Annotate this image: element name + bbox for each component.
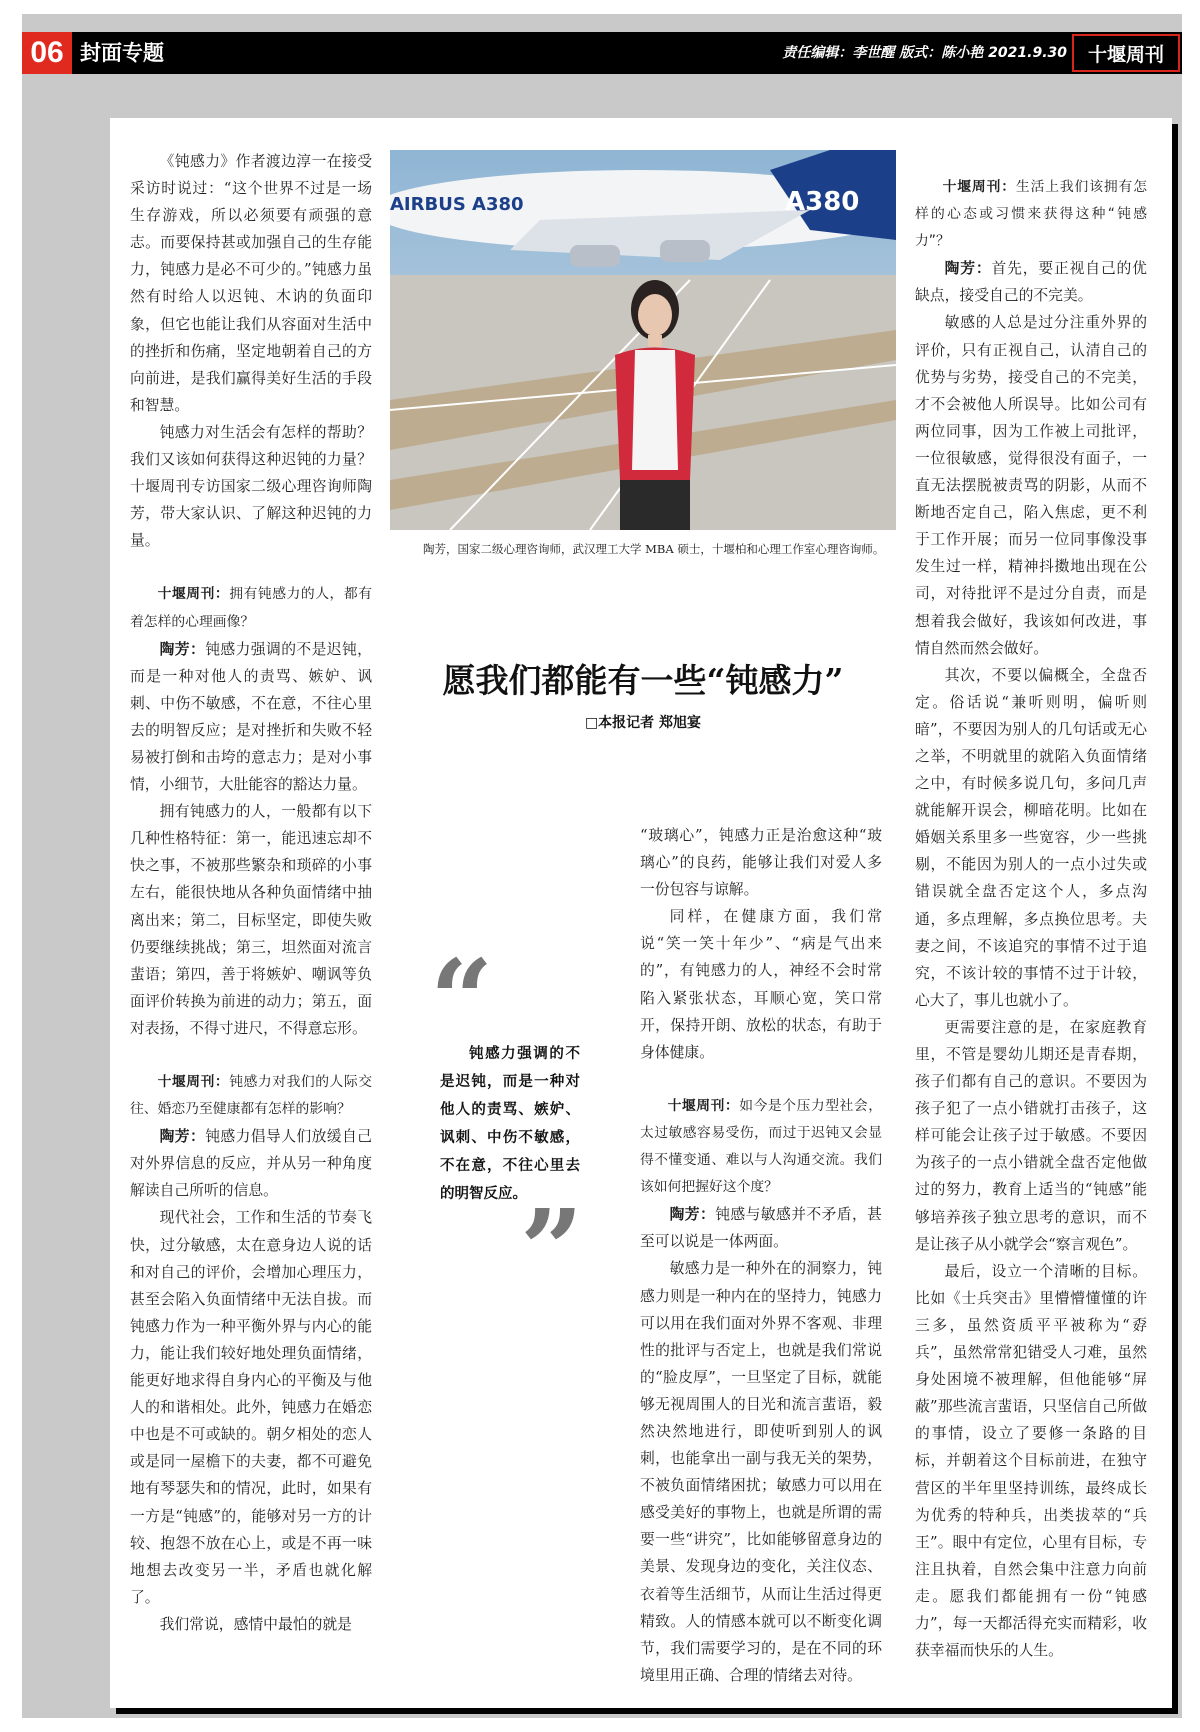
paragraph: 敏感力是一种外在的洞察力，钝感力则是一种内在的坚持力，钝感力可以用在我们面对外界不客观、非理性的批评与否定上，也就是我们常说的“脸皮厚”，一旦坚定了目标，就能够无视周围人的目光和流言蜚语，毅然决然地进行，即使听到别人的讽刺，也能拿出一副与我无关的架势，不被负面情绪困扰；敏感力可以用在感受美好的事物上，也就是所谓的需要一些“讲究”，比如能够留意身边的美景、发现身边的变化，关注仪态、衣着等生活细节，从而让生活过得更精致。人的情感本就可以不断变化调节，我们需要学习的，是在不同的环境里用正确、合理的情绪去对待。 xyxy=(640,1260,882,1684)
speaker-label: 十堰周刊： xyxy=(667,1097,740,1114)
speaker-label: 十堰周刊： xyxy=(157,586,230,603)
interview-text: 钝感力对我们的人际交往、婚恋乃至健康都有怎样的影响？ xyxy=(130,1074,373,1118)
section-title: 封面专题 xyxy=(80,41,164,65)
paragraph: 我们常说，感情中最怕的就是 xyxy=(159,1615,352,1633)
interview-text: 拥有钝感力的人，都有着怎样的心理画像？ xyxy=(130,586,373,630)
interview-answer xyxy=(130,636,372,799)
open-quote-icon: “ xyxy=(430,935,494,1064)
speaker-label: 十堰周刊： xyxy=(942,179,1016,195)
paragraph: 最后，设立一个清晰的目标。比如《士兵突击》里懵懵懂懂的许三多，虽然资质平平被称为“孬兵”，虽然常常犯错受人刁难，虽然身处困境不被理解，但他能够“屏蔽”那些流言蜚语，只坚信自己所做的事情，设立了要修一条路的目标，并朝着这个目标前进，在独守营区的半年里坚持训练，最终成长为优秀的特种兵，出类拔萃的“兵王”。眼中有定位，心里有目标，专注且执着，自然会集中注意力向前走。愿我们都能拥有一份“钝感力”，每一天都活得充实而精彩，收获幸福而快乐的人生。 xyxy=(915,1262,1147,1660)
interview-answer xyxy=(640,1201,882,1255)
speaker-label: 陶芳： xyxy=(944,260,992,278)
paragraph: 现代社会，工作和生活的节奏飞快，过分敏感，太在意身边人说的话和对自己的评价，会增加心理压力，甚至会陷入负面情绪中无法自拔。而钝感力作为一种平衡外界与内心的能力，能让我们较好地处理负面情绪，能更好地求得自身内心的平衡及与他人的和谐相处。此外，钝感力在婚恋中也是不可或缺的。朝夕相处的恋人或是同一屋檐下的夫妻，都不可避免地有琴瑟失和的情况，此时，如果有一方是“钝感”的，能够对另一方的计较、抱怨不放在心上，或是不再一味地想去改变另一半，矛盾也就化解了。 xyxy=(130,1209,372,1606)
airport-photo xyxy=(390,150,896,530)
paragraph: 其次，不要以偏概全，全盘否定。俗话说“兼听则明，偏听则暗”，不要因为别人的几句话或无心之举，不明就里的就陷入负面情绪之中，有时候多说几句，多问几声就能解开误会，柳暗花明。比如在婚姻关系里多一些宽容，少一些挑剔，不能因为别人的一点小过失或错误就全盘否定这个人，多点沟通，多点理解，多点换位思考。夫妻之间，不该追究的事情不过于追究，不该计较的事情不过于计较，心大了，事儿也就小了。 xyxy=(915,666,1147,1009)
paragraph: 更需要注意的是，在家庭教育里，不管是婴幼儿期还是青春期，孩子们都有自己的意识。不要因为孩子犯了一点小错就打击孩子，这样可能会让孩子过于敏感。不要因为孩子的一点小错就全盘否定他做过的努力，教育上适当的“钝感”能够培养孩子独立思考的意识，而不是让孩子从小就学会“察言观色”。 xyxy=(915,1018,1147,1253)
close-quote-icon: ” xyxy=(520,1185,584,1314)
byline: □本报记者 郑旭宴 xyxy=(584,715,702,731)
photo xyxy=(390,150,896,530)
speaker-label: 十堰周刊： xyxy=(157,1074,230,1090)
article-column-1 xyxy=(130,148,372,1638)
interview-text: 首先，要正视自己的优缺点，接受自己的不完美。 xyxy=(915,260,1147,305)
article-column-3 xyxy=(915,174,1147,1664)
interview-question xyxy=(130,1069,372,1123)
interview-answer xyxy=(915,255,1147,309)
speaker-label: 陶芳： xyxy=(159,640,206,658)
tail-text: A380 xyxy=(785,187,860,217)
interview-text: 钝感力强调的不是迟钝，而是一种对他人的责骂、嫉妒、讽刺、中伤不敏感，不在意，不往心里去的明智反应；是对挫折和失败不轻易被打倒和击垮的意志力；是对小事情，小细节，大肚能容的豁达力量。 xyxy=(130,640,372,794)
paragraph: 同样，在健康方面，我们常说“笑一笑十年少”、“病是气出来的”，有钝感力的人，神经不会时常陷入紧张状态，耳顺心宽，笑口常开，保持开朗、放松的状态，有助于身体健康。 xyxy=(640,908,882,1061)
speaker-label: 陶芳： xyxy=(669,1206,716,1224)
speaker-label: 陶芳： xyxy=(159,1128,206,1146)
plane-brand: AIRBUS A380 xyxy=(390,194,524,215)
interview-question xyxy=(915,174,1147,255)
interview-text: 生活上我们该拥有怎样的心态或习惯来获得这种“钝感力”？ xyxy=(915,179,1148,250)
paragraph: 钝感力对生活会有怎样的帮助？我们又该如何获得这种迟钝的力量？十堰周刊专访国家二级心理咨询师陶芳，带大家认识、了解这种迟钝的力量。 xyxy=(130,423,372,550)
paragraph: “玻璃心”，钝感力正是治愈这种“玻璃心”的良药，能够让我们对爱人多一份包容与谅解。 xyxy=(640,827,882,899)
paragraph: 《钝感力》作者渡边淳一在接受采访时说过：“这个世界不过是一场生存游戏，所以必须要有顽强的意志。而要保持甚或加强自己的生存能力，钝感力是必不可少的。”钝感力虽然有时给人以迟钝、木讷的负面印象，但它也能让我们从容面对生活中的挫折和伤痛，坚定地朝着自己的方向前进，是我们赢得美好生活的手段和智慧。 xyxy=(130,153,372,414)
interview-text: 钝感力倡导人们放缓自己对外界信息的反应，并从另一种角度解读自己所听的信息。 xyxy=(130,1128,372,1200)
interview-text: 钝感与敏感并不矛盾，甚至可以说是一体两面。 xyxy=(640,1206,882,1251)
interview-text: 如今是个压力型社会，太过敏感容易受伤，而过于迟钝又会显得不懂变通、难以与人沟通交流。我们该如何把握好这个度？ xyxy=(640,1097,883,1196)
pull-quote: 钝感力强调的不是迟钝，而是一种对他人的责骂、嫉妒、讽刺、中伤不敏感，不在意，不往心里去的明智反应。 xyxy=(440,1045,580,1202)
photo-caption: 陶芳，国家二级心理咨询师，武汉理工大学 MBA 硕士，十堰柏和心理工作室心理咨询师。 xyxy=(423,542,885,556)
headline: 愿我们都能有一些“钝感力” xyxy=(442,661,844,700)
paper-name: 十堰周刊 xyxy=(1072,34,1180,72)
interview-question xyxy=(130,581,372,635)
paragraph: 敏感的人总是过分注重外界的评价，只有正视自己，认清自己的优势与劣势，接受自己的不完美，才不会被他人所误导。比如公司有两位同事，因为工作被上司批评，一位很敏感，觉得很没有面子，一直无法摆脱被责骂的阴影，从而不断地否定自己，陷入焦虑，更不利于工作开展；而另一位同事像没事发生过一样，精神抖擞地出现在公司，对待批评不是过分自责，而是想着我会做好，我该如何改进，事情自然而然会做好。 xyxy=(915,314,1147,657)
page-number: 06 xyxy=(22,32,72,74)
article-column-2 xyxy=(640,822,882,1689)
interview-answer xyxy=(130,1123,372,1204)
editor-credits: 责任编辑：李世醒 版式：陈小艳 2021.9.30 xyxy=(782,45,1067,61)
interview-question xyxy=(640,1093,882,1201)
paragraph: 拥有钝感力的人，一般都有以下几种性格特征：第一，能迅速忘却不快之事，不被那些繁杂和琐碎的小事左右，能很快地从各种负面情绪中抽离出来；第二，目标坚定，即使失败仍要继续挑战；第三，坦然面对流言蜚语；第四，善于将嫉妒、嘲讽等负面评价转换为前进的动力；第五，面对表扬，不得寸进尺，不得意忘形。 xyxy=(130,803,372,1037)
